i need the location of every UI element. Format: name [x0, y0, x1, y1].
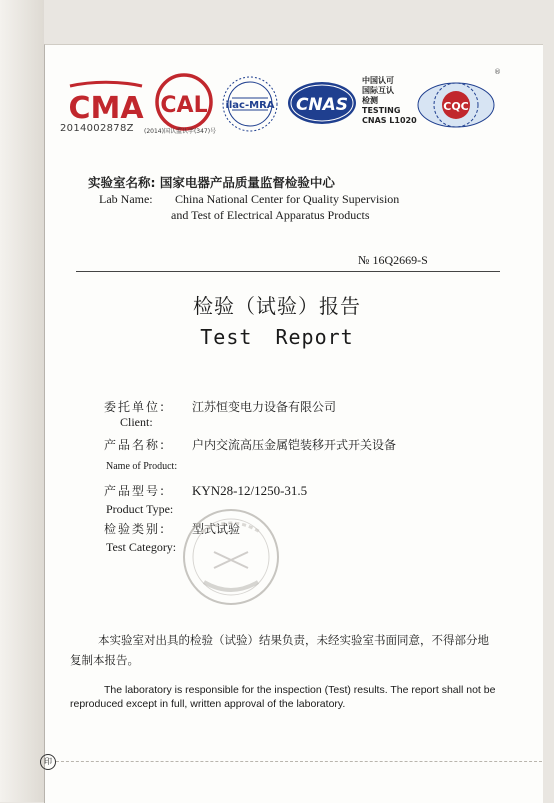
header-divider	[76, 271, 500, 272]
product-name-field	[104, 436, 396, 453]
cnas-text-line: 国际互认	[362, 86, 394, 95]
report-number: № 16Q2669-S	[358, 253, 428, 267]
seal-stamp	[180, 506, 282, 608]
client-value: 江苏恒变电力设备有限公司	[192, 400, 337, 414]
cnas-text-line: 中国认可	[362, 76, 394, 85]
product-type-field	[104, 482, 307, 499]
product-name-label-en: Name of Product:	[106, 461, 178, 472]
accreditation-logos	[54, 66, 504, 146]
paper-spine	[0, 0, 44, 802]
client-label-cn: 委托单位:	[104, 400, 167, 414]
ilac-mra-logo	[220, 74, 280, 134]
cma-logo	[62, 80, 150, 126]
test-category-label-cn: 检验类别:	[104, 522, 167, 536]
test-category-value: 型式试验	[192, 522, 241, 536]
cnas-logo-text: CNAS	[295, 95, 349, 115]
disclaimer-cn: 本实验室对出具的检验（试验）结果负责，未经实验室书面同意，不得部分地复制本报告。	[70, 633, 489, 667]
report-title-en: Test Report	[200, 325, 354, 349]
registered-mark: ®	[494, 68, 501, 76]
bottom-dashed-line	[56, 761, 542, 762]
corner-print-mark: 印	[40, 754, 56, 770]
cnas-text-line: 检测	[362, 96, 378, 105]
lab-name-cn-value: 国家电器产品质量监督检验中心	[159, 175, 335, 190]
lab-name-en-line2: and Test of Electrical Apparatus Products	[171, 208, 370, 222]
cma-logo-text: CMA	[68, 91, 144, 126]
test-category-label-en: Test Category:	[106, 540, 177, 554]
cqc-logo	[416, 80, 496, 130]
cnas-text-line: CNAS L1020	[362, 116, 417, 125]
lab-name-en-line1: China National Center for Quality Supervision	[175, 192, 400, 206]
product-name-label-cn: 产品名称:	[104, 438, 167, 452]
lab-name-en	[99, 192, 399, 207]
lab-name-en-label: Lab Name:	[99, 192, 153, 206]
cqc-logo-text: CQC	[443, 100, 469, 113]
product-type-label-cn: 产品型号:	[104, 484, 167, 498]
cma-certificate-number: 2014002878Z	[60, 123, 134, 134]
cnas-text-line: TESTING	[362, 106, 401, 115]
cnas-logo	[286, 80, 358, 126]
product-type-label-en: Product Type:	[106, 502, 174, 516]
disclaimer-en: The laboratory is responsible for the inspection (Test) results. The report shall not be reproduced except in full, written approval of the laboratory.	[70, 684, 496, 710]
lab-name-cn-label: 实验室名称:	[88, 175, 156, 190]
client-label-en: Client:	[120, 415, 153, 429]
ilac-logo-text: ilac-MRA	[225, 100, 275, 111]
report-title-cn: 检验（试验）报告	[193, 294, 361, 318]
product-name-value: 户内交流高压金属铠装移开式开关设备	[192, 438, 397, 452]
cal-logo-text: CAL	[160, 93, 208, 118]
cal-certificate-number: (2014)国认监认字(347)号	[144, 128, 217, 135]
cnas-accreditation-text	[362, 76, 417, 126]
product-type-value: KYN28-12/1250-31.5	[192, 483, 308, 498]
client-field	[104, 398, 336, 415]
cal-logo	[154, 72, 214, 132]
lab-name-cn	[88, 173, 335, 191]
